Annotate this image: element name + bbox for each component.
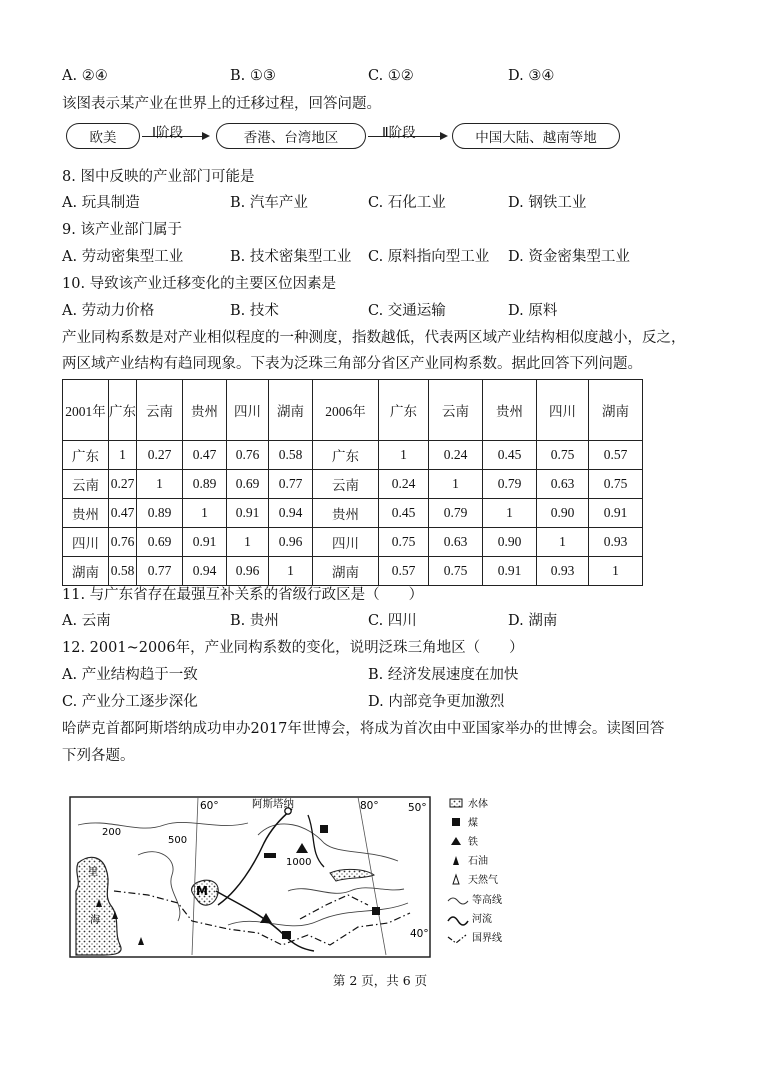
central-asia-map	[68, 795, 520, 960]
table-cell: 0.27	[137, 441, 183, 470]
q9-option-a: A. 劳动密集型工业	[62, 249, 184, 265]
coal-icon	[320, 825, 328, 833]
table-header-cell: 贵州	[183, 380, 227, 441]
table-header-cell: 湖南	[269, 380, 313, 441]
map-legend	[448, 797, 502, 944]
table-cell: 0.57	[589, 441, 643, 470]
table-cell: 0.89	[137, 499, 183, 528]
table-cell: 0.91	[589, 499, 643, 528]
table-row	[63, 528, 643, 557]
table-cell: 0.96	[269, 528, 313, 557]
table-cell: 1	[227, 528, 269, 557]
table-row	[63, 441, 643, 470]
table-header-cell: 云南	[429, 380, 483, 441]
table-cell: 1	[137, 470, 183, 499]
q12-option-c: C. 产业分工逐步深化	[62, 694, 198, 710]
table-cell: 贵州	[63, 499, 109, 528]
legend-river: 河流	[472, 914, 492, 925]
table-cell: 0.57	[379, 557, 429, 586]
q11-stem: 11. 与广东省存在最强互补关系的省级行政区是（ ）	[62, 587, 424, 603]
table-cell: 0.93	[589, 528, 643, 557]
table-row	[63, 557, 643, 586]
table-cell: 1	[379, 441, 429, 470]
legend-border: 国界线	[472, 933, 502, 944]
table-cell: 0.94	[269, 499, 313, 528]
table-cell: 0.58	[109, 557, 137, 586]
table-cell: 0.27	[109, 470, 137, 499]
table-cell: 1	[109, 441, 137, 470]
legend-gas: 天然气	[468, 875, 498, 886]
table-cell: 0.24	[379, 470, 429, 499]
coal-icon	[372, 907, 380, 915]
lat-50-label: 50°	[408, 802, 427, 814]
table-cell: 0.75	[379, 528, 429, 557]
coal-icon	[282, 931, 291, 939]
table-cell: 1	[183, 499, 227, 528]
table-cell: 1	[589, 557, 643, 586]
flow-node-hk-taiwan: 香港、台湾地区	[216, 123, 366, 149]
table-cell: 湖南	[63, 557, 109, 586]
table-cell: 0.75	[537, 441, 589, 470]
q12-option-b: B. 经济发展速度在加快	[368, 667, 519, 683]
q9-option-c: C. 原料指向型工业	[368, 249, 490, 265]
table-cell: 0.96	[227, 557, 269, 586]
table-header-cell: 广东	[109, 380, 137, 441]
migration-flow-diagram	[62, 123, 662, 153]
flow-node-mainland-vietnam: 中国大陆、越南等地	[452, 123, 620, 149]
legend-river-icon	[448, 917, 468, 925]
table-header-cell: 四川	[227, 380, 269, 441]
table-cell: 0.91	[183, 528, 227, 557]
table-cell: 1	[429, 470, 483, 499]
table-cell: 0.90	[537, 499, 589, 528]
q7-option-b: B. ①③	[230, 68, 276, 84]
q9-option-b: B. 技术密集型工业	[230, 249, 352, 265]
legend-contour: 等高线	[472, 895, 502, 906]
table-header-cell: 广东	[379, 380, 429, 441]
contour-1000-label: 1000	[286, 857, 312, 868]
table-row	[63, 470, 643, 499]
coal-icon	[264, 853, 276, 858]
contour-200-label: 200	[102, 827, 122, 838]
table-cell: 0.24	[429, 441, 483, 470]
lon-60-label: 60°	[200, 800, 219, 812]
table-cell: 四川	[313, 528, 379, 557]
table-header-cell: 云南	[137, 380, 183, 441]
legend-oil-icon	[453, 856, 459, 865]
table-cell: 0.47	[109, 499, 137, 528]
legend-water-icon	[450, 799, 462, 807]
table-cell: 0.76	[109, 528, 137, 557]
legend-coal-icon	[452, 818, 460, 826]
q10-option-c: C. 交通运输	[368, 303, 446, 319]
q8-stem: 8. 图中反映的产业部门可能是	[62, 169, 255, 185]
table-cell: 云南	[313, 470, 379, 499]
q9-option-d: D. 资金密集型工业	[508, 249, 630, 265]
q8-option-d: D. 钢铁工业	[508, 195, 587, 211]
legend-iron: 铁	[468, 837, 478, 848]
q11-option-a: A. 云南	[62, 613, 111, 629]
table-cell: 0.89	[183, 470, 227, 499]
q10-option-d: D. 原料	[508, 303, 558, 319]
table-cell: 0.47	[183, 441, 227, 470]
legend-coal: 煤	[468, 818, 478, 829]
table-cell: 0.79	[429, 499, 483, 528]
legend-contour-icon	[448, 898, 468, 904]
table-cell: 0.75	[429, 557, 483, 586]
flow-stage-2: Ⅱ阶段	[382, 125, 416, 141]
page-footer: 第 2 页，共 6 页	[332, 973, 428, 988]
table-cell: 1	[269, 557, 313, 586]
table-row	[63, 499, 643, 528]
table-header-cell: 2001年	[63, 380, 109, 441]
table-header-cell: 四川	[537, 380, 589, 441]
legend-gas-icon	[453, 875, 459, 884]
legend-iron-icon	[451, 837, 461, 845]
table-cell: 广东	[63, 441, 109, 470]
table-cell: 0.45	[379, 499, 429, 528]
table-cell: 0.91	[227, 499, 269, 528]
flow-node-europe-america: 欧美	[66, 123, 140, 149]
table-intro-line-1: 产业同构系数是对产业相似程度的一种测度，指数越低，代表两区域产业结构相似度越小，反之，	[62, 330, 686, 346]
map-frame	[70, 797, 430, 957]
table-cell: 0.91	[483, 557, 537, 586]
table-cell: 四川	[63, 528, 109, 557]
table-cell: 0.94	[183, 557, 227, 586]
table-cell: 0.76	[227, 441, 269, 470]
q7-option-c: C. ①②	[368, 68, 414, 84]
map-intro-line-2: 下列各题。	[62, 748, 135, 764]
lon-80-label: 80°	[360, 800, 379, 812]
table-cell: 0.45	[483, 441, 537, 470]
caspian-char-2: 海	[90, 915, 100, 926]
flow-stage-1: Ⅰ阶段	[152, 125, 183, 141]
table-header-row	[63, 380, 643, 441]
legend-oil: 石油	[468, 856, 488, 867]
table-header-cell: 2006年	[313, 380, 379, 441]
aral-label: M	[196, 884, 208, 898]
q10-stem: 10. 导致该产业迁移变化的主要区位因素是	[62, 276, 337, 292]
q8-option-a: A. 玩具制造	[62, 195, 140, 211]
table-cell: 0.75	[589, 470, 643, 499]
q9-stem: 9. 该产业部门属于	[62, 222, 182, 238]
migration-intro: 该图表示某产业在世界上的迁移过程，回答问题。	[62, 96, 381, 112]
q7-option-d: D. ③④	[508, 68, 555, 84]
table-cell: 湖南	[313, 557, 379, 586]
q8-option-b: B. 汽车产业	[230, 195, 308, 211]
q11-option-b: B. 贵州	[230, 613, 279, 629]
astana-label: 阿斯塔纳	[252, 798, 294, 810]
table-cell: 0.69	[137, 528, 183, 557]
q10-option-b: B. 技术	[230, 303, 279, 319]
table-cell: 0.69	[227, 470, 269, 499]
map-intro-line-1: 哈萨克首都阿斯塔纳成功申办2017年世博会，将成为首次由中亚国家举办的世博会。读图回答	[62, 721, 665, 737]
q11-option-c: C. 四川	[368, 613, 417, 629]
contour-500-label: 500	[168, 835, 188, 846]
table-cell: 0.63	[429, 528, 483, 557]
q7-option-a: A. ②④	[62, 68, 108, 84]
q8-option-c: C. 石化工业	[368, 195, 446, 211]
legend-water: 水体	[468, 799, 488, 810]
table-intro-line-2: 两区域产业结构有趋同现象。下表为泛珠三角部分省区产业同构系数。据此回答下列问题。	[62, 356, 642, 372]
legend-border-icon	[448, 935, 466, 943]
table-cell: 0.79	[483, 470, 537, 499]
table-cell: 广东	[313, 441, 379, 470]
table-cell: 0.93	[537, 557, 589, 586]
lat-40-label: 40°	[410, 928, 429, 940]
table-cell: 1	[483, 499, 537, 528]
table-cell: 0.63	[537, 470, 589, 499]
caspian-char-1: 里	[88, 867, 98, 878]
table-cell: 1	[537, 528, 589, 557]
q11-option-d: D. 湖南	[508, 613, 558, 629]
q12-stem: 12. 2001~2006年，产业同构系数的变化，说明泛珠三角地区（ ）	[62, 640, 524, 656]
industry-coefficient-table	[62, 379, 643, 586]
q12-option-d: D. 内部竞争更加激烈	[368, 694, 505, 710]
table-header-cell: 湖南	[589, 380, 643, 441]
q10-option-a: A. 劳动力价格	[62, 303, 155, 319]
table-cell: 0.58	[269, 441, 313, 470]
table-cell: 0.90	[483, 528, 537, 557]
q12-option-a: A. 产业结构趋于一致	[62, 667, 198, 683]
table-cell: 云南	[63, 470, 109, 499]
table-cell: 0.77	[137, 557, 183, 586]
table-header-cell: 贵州	[483, 380, 537, 441]
table-cell: 贵州	[313, 499, 379, 528]
table-cell: 0.77	[269, 470, 313, 499]
